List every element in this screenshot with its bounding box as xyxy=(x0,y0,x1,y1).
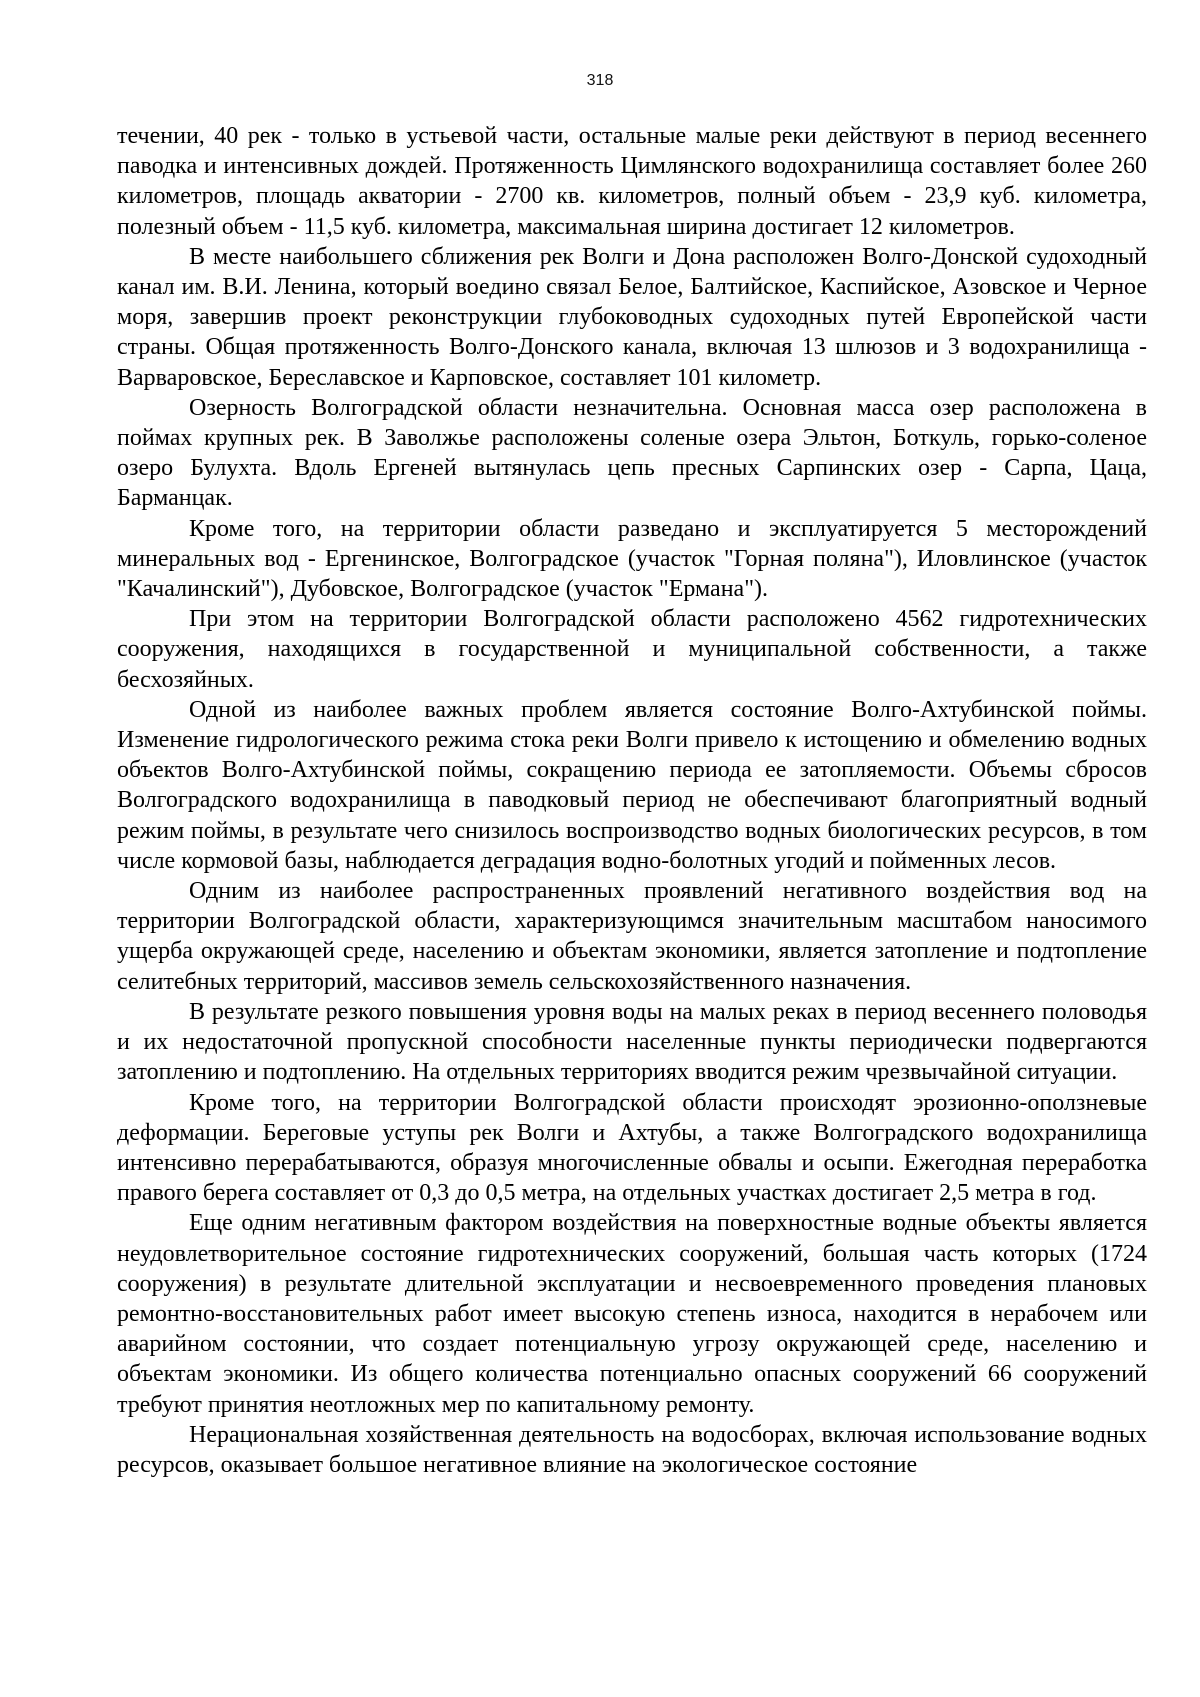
paragraph-structures-condition: Еще одним негативным фактором воздействия на поверхностные водные объекты является неудовлетворительное состояние гидротехнических сооружений, большая часть которых (1724 сооружения) в результате длительной эксплуатации и несвоевременного проведения плановых ремонтно-восстановительных работ имеет высокую степень износа, находится в нерабочем или аварийном состоянии, что создает потенциальную угрозу окружающей среде, населению и объектам экономики. Из общего количества потенциально опасных сооружений 66 сооружений требуют принятия неотложных мер по капитальному ремонту. xyxy=(117,1210,1147,1418)
paragraph-hydraulic-structures: При этом на территории Волгоградской области расположено 4562 гидротехнических сооружения, находящихся в государственной и муниципальной собственности, а также бесхозяйных. xyxy=(117,606,1147,693)
paragraph-floodplain: Одной из наиболее важных проблем является состояние Волго-Ахтубинской поймы. Изменение гидрологического режима стока реки Волги привело к истощению и обмелению водных объектов Волго-Ахтубинской поймы, сокращению периода ее затопляемости. Объемы сбросов Волгоградского водохранилища в паводковый период не обеспечивают благоприятный водный режим поймы, в результате чего снизилось воспроизводство водных биологических ресурсов, в том числе кормовой базы, наблюдается деградация водно-болотных угодий и пойменных лесов. xyxy=(117,696,1147,874)
paragraph-1-continuation: течении, 40 рек - только в устьевой части, остальные малые реки действуют в период весеннего паводка и интенсивных дождей. Протяженность Цимлянского водохранилища составляет более 260 километров, площадь акватории - 2700 кв. километров, полный объем - 23,9 куб. километра, полезный объем - 11,5 куб. километра, максимальная ширина достигает 12 километров. xyxy=(117,123,1147,240)
paragraph-volga-don-canal: В месте наибольшего сближения рек Волги и Дона расположен Волго-Донской судоходный канал им. В.И. Ленина, который воедино связал Белое, Балтийское, Каспийское, Азовское и Черное моря, завершив проект реконструкции глубоководных судоходных путей Европейской части страны. Общая протяженность Волго-Донского канала, включая 13 шлюзов и 3 водохранилища - Варваровское, Береславское и Карповское, составляет 101 километр. xyxy=(117,243,1147,391)
paragraph-flooding: Одним из наиболее распространенных проявлений негативного воздействия вод на территории Волгоградской области, характеризующимся значительным масштабом наносимого ущерба окружающей среде, населению и объектам экономики, является затопление и подтопление селитебных территорий, массивов земель сельскохозяйственного назначения. xyxy=(117,878,1147,995)
paragraph-mineral-waters: Кроме того, на территории области разведано и эксплуатируется 5 месторождений минеральных вод - Ергенинское, Волгоградское (участок "Горная поляна"), Иловлинское (участок "Качалинский"), Дубовское, Волгоградское (участок "Ермана"). xyxy=(117,515,1147,603)
document-body xyxy=(117,121,1147,1480)
paragraph-economic-activity: Нерациональная хозяйственная деятельность на водосборах, включая использование водных ресурсов, оказывает большое негативное влияние на экологическое состояние xyxy=(117,1421,1147,1478)
page-number: 318 xyxy=(586,72,614,89)
paragraph-erosion: Кроме того, на территории Волгоградской области происходят эрозионно-оползневые деформации. Береговые уступы рек Волги и Ахтубы, а также Волгоградского водохранилища интенсивно перерабатываются, образуя многочисленные обвалы и осыпи. Ежегодная переработка правого берега составляет от 0,3 до 0,5 метра, на отдельных участках достигает 2,5 метра в год. xyxy=(117,1089,1147,1207)
paragraph-lakes: Озерность Волгоградской области незначительна. Основная масса озер расположена в поймах крупных рек. В Заволжье расположены соленые озера Эльтон, Боткуль, горько-соленое озеро Булухта. Вдоль Ергеней вытянулась цепь пресных Сарпинских озер - Сарпа, Цаца, Барманцак. xyxy=(117,394,1147,512)
paragraph-small-rivers: В результате резкого повышения уровня воды на малых реках в период весеннего половодья и их недостаточной пропускной способности населенные пункты периодически подвергаются затоплению и подтоплению. На отдельных территориях вводится режим чрезвычайной ситуации. xyxy=(117,998,1147,1086)
